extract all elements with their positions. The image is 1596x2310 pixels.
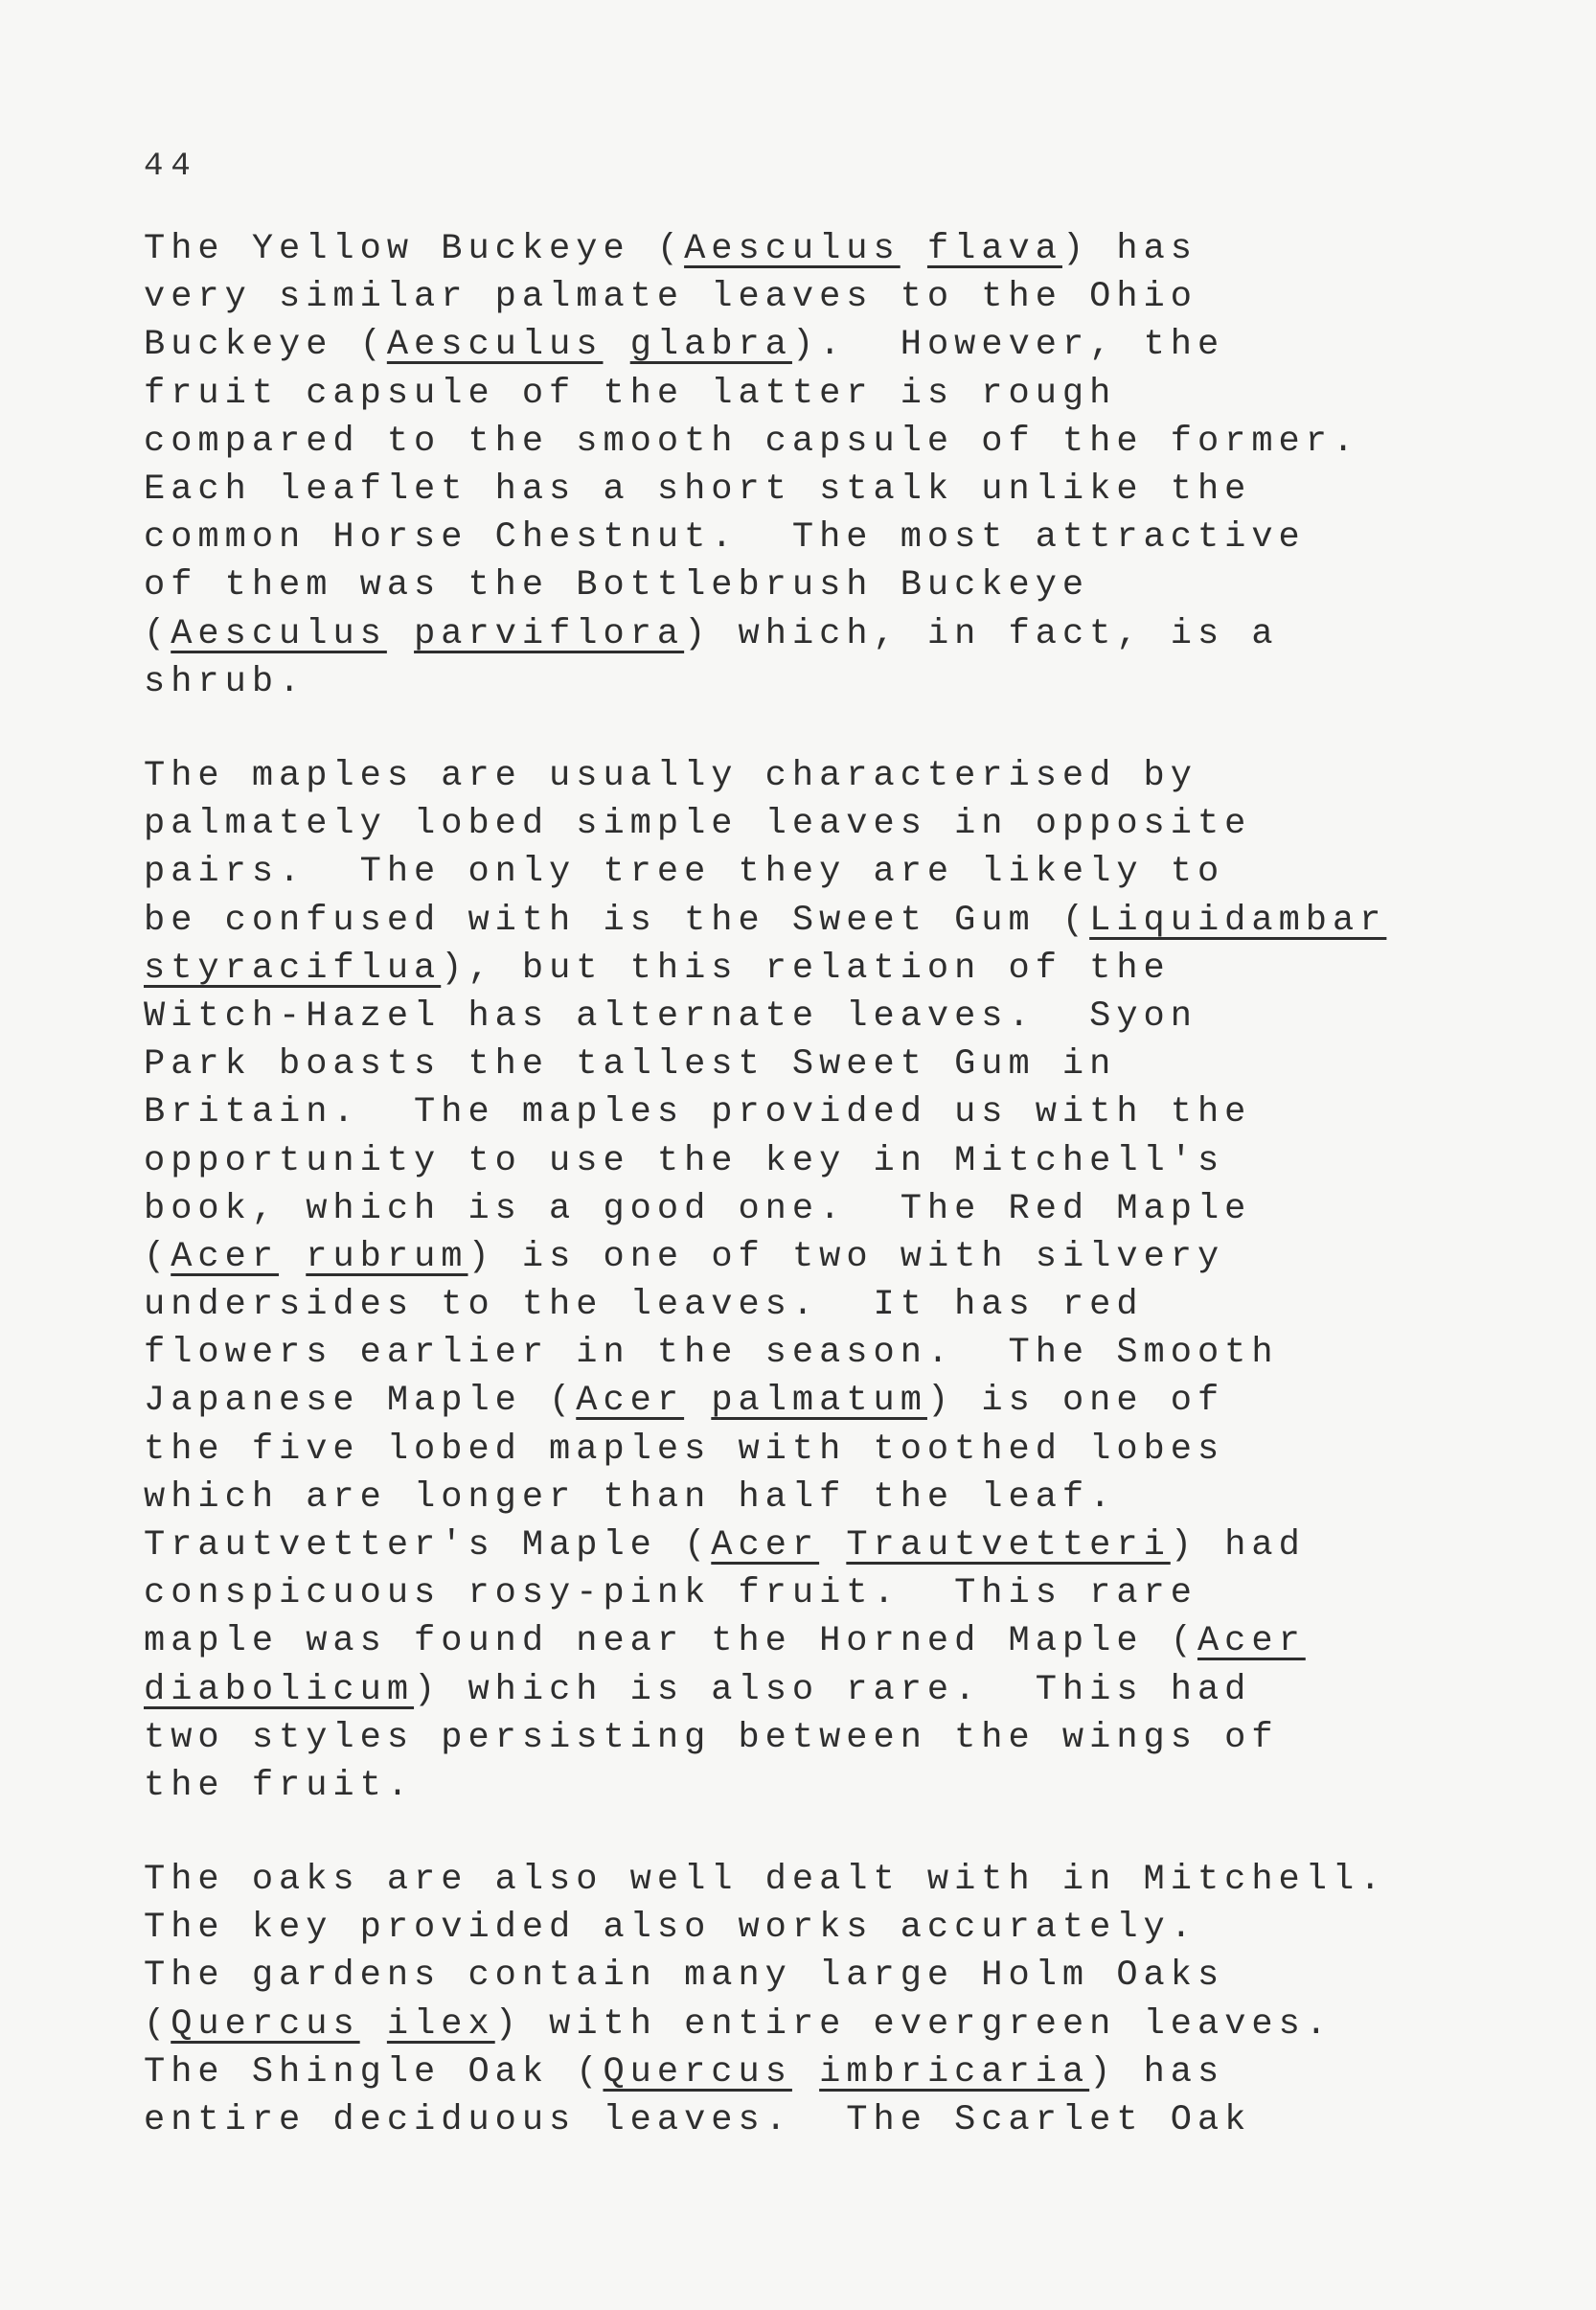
underlined-term: Quercus [603, 2051, 792, 2093]
underlined-term: Trautvetteri [846, 1525, 1171, 1566]
text-line [144, 897, 1485, 945]
text-line [144, 658, 1485, 706]
text-segment: common Horse Chestnut. The most attractive [144, 517, 1306, 559]
text-line [144, 370, 1485, 418]
text-segment: maple was found near the Horned Maple ( [144, 1621, 1197, 1662]
text-line [144, 993, 1485, 1041]
text-line [144, 1233, 1485, 1281]
text-line [144, 1904, 1485, 1952]
text-line [144, 1426, 1485, 1474]
text-segment: The Shingle Oak ( [144, 2051, 604, 2093]
text-line [144, 561, 1485, 609]
text-segment: pairs. The only tree they are likely to [144, 852, 1225, 893]
underlined-term: ilex [386, 2003, 495, 2045]
text-segment: Japanese Maple ( [144, 1381, 577, 1422]
text-segment: The key provided also works accurately. [144, 1908, 1197, 1949]
text-segment: fruit capsule of the latter is rough [144, 373, 1117, 414]
underlined-term: palmatum [711, 1381, 927, 1422]
page-number: 44 [144, 149, 198, 185]
text-line [144, 2001, 1485, 2048]
text-segment [819, 1525, 846, 1566]
text-line [144, 1281, 1485, 1329]
text-line [144, 1088, 1485, 1136]
text-segment: shrub. [144, 661, 307, 702]
underlined-term: styraciflua [144, 948, 442, 989]
text-segment: conspicuous rosy-pink fruit. This rare [144, 1573, 1197, 1614]
text-line [144, 610, 1485, 658]
text-line [144, 321, 1485, 369]
text-line [144, 2048, 1485, 2096]
text-segment: entire deciduous leaves. The Scarlet Oak [144, 2099, 1252, 2140]
text-segment: Britain. The maples provided us with the [144, 1092, 1252, 1133]
text-line [144, 752, 1485, 800]
text-line [144, 1617, 1485, 1665]
paragraph-maples [144, 752, 1485, 1810]
text-segment [279, 1237, 306, 1277]
underlined-term: Aesculus [386, 325, 604, 366]
text-segment: Park boasts the tallest Sweet Gum in [144, 1044, 1117, 1086]
text-segment: flowers earlier in the season. The Smooth [144, 1333, 1279, 1374]
text-line [144, 1714, 1485, 1762]
text-segment: be confused with is the Sweet Gum ( [144, 900, 1090, 941]
text-line [144, 2096, 1485, 2144]
text-line [144, 1137, 1485, 1185]
text-line [144, 1041, 1485, 1088]
underlined-term: Aesculus [171, 613, 387, 654]
underlined-term: imbricaria [819, 2051, 1090, 2093]
text-segment: ) has [1089, 2051, 1225, 2093]
text-segment: The oaks are also well dealt with in Mitchell. [144, 1860, 1387, 1900]
text-segment: of them was the Bottlebrush Buckeye [144, 565, 1090, 606]
text-line [144, 1666, 1485, 1714]
underlined-term: Aesculus [684, 229, 901, 269]
text-line [144, 1474, 1485, 1521]
text-segment: Each leaflet has a short stalk unlike the [144, 469, 1252, 510]
underlined-term: Acer [576, 1381, 685, 1422]
text-segment [387, 614, 414, 654]
text-segment: palmately lobed simple leaves in opposite [144, 804, 1252, 845]
text-segment: very similar palmate leaves to the Ohio [144, 277, 1197, 318]
text-segment: ( [144, 2003, 171, 2045]
text-segment: ) with entire evergreen leaves. [494, 2003, 1334, 2045]
underlined-term: diabolicum [144, 1669, 415, 1710]
text-segment: ) had [1170, 1525, 1306, 1566]
text-segment: The gardens contain many large Holm Oaks [144, 1955, 1225, 1997]
text-segment: ( [144, 1236, 171, 1277]
paragraph-oaks [144, 1856, 1485, 2144]
underlined-term: Acer [171, 1236, 280, 1277]
text-segment: the five lobed maples with toothed lobes [144, 1429, 1225, 1470]
text-segment: ( [144, 613, 171, 654]
underlined-term: rubrum [306, 1236, 468, 1277]
underlined-term: glabra [629, 325, 792, 366]
text-segment: which are longer than half the leaf. [144, 1476, 1117, 1518]
text-segment: book, which is a good one. The Red Maple [144, 1188, 1252, 1229]
text-segment [360, 2004, 387, 2045]
text-line [144, 1569, 1485, 1617]
underlined-term: flava [926, 229, 1062, 269]
text-line [144, 1329, 1485, 1377]
text-segment: Trautvetter's Maple ( [144, 1525, 712, 1566]
text-line [144, 1856, 1485, 1904]
text-segment: ). However, the [791, 325, 1225, 366]
text-segment: The maples are usually characterised by [144, 756, 1197, 796]
text-segment [603, 325, 629, 365]
text-line [144, 1185, 1485, 1233]
text-segment: ), but this relation of the [441, 948, 1171, 989]
text-line [144, 1952, 1485, 2000]
text-line [144, 466, 1485, 514]
underlined-term: parviflora [414, 613, 685, 654]
text-line [144, 1762, 1485, 1810]
text-segment: Witch-Hazel has alternate leaves. Syon [144, 995, 1197, 1037]
text-line [144, 848, 1485, 896]
text-segment: ) has [1061, 229, 1197, 269]
text-line [144, 945, 1485, 993]
text-segment: ) is one of [926, 1381, 1225, 1422]
text-line [144, 1377, 1485, 1425]
text-segment: opportunity to use the key in Mitchell's [144, 1140, 1225, 1181]
text-segment [792, 2052, 819, 2093]
text-segment: ) which, in fact, is a [684, 613, 1279, 654]
text-line [144, 1521, 1485, 1569]
text-line [144, 800, 1485, 848]
text-segment: undersides to the leaves. It has red [144, 1285, 1144, 1326]
text-segment [901, 229, 927, 269]
text-segment [684, 1381, 711, 1421]
underlined-term: Liquidambar [1089, 900, 1387, 941]
text-line [144, 225, 1485, 273]
text-segment: ) is one of two with silvery [467, 1236, 1225, 1277]
paragraph-buckeyes [144, 225, 1485, 706]
text-segment: The Yellow Buckeye ( [144, 229, 685, 269]
underlined-term: Acer [1197, 1621, 1306, 1662]
text-segment: Buckeye ( [144, 325, 387, 366]
underlined-term: Acer [711, 1525, 820, 1566]
text-segment: compared to the smooth capsule of the former. [144, 421, 1360, 462]
text-line [144, 418, 1485, 466]
text-segment: ) which is also rare. This had [414, 1669, 1252, 1710]
text-segment: two styles persisting between the wings of [144, 1717, 1279, 1758]
underlined-term: Quercus [171, 2003, 360, 2045]
text-line [144, 514, 1485, 561]
text-line [144, 273, 1485, 321]
text-segment: the fruit. [144, 1765, 415, 1806]
